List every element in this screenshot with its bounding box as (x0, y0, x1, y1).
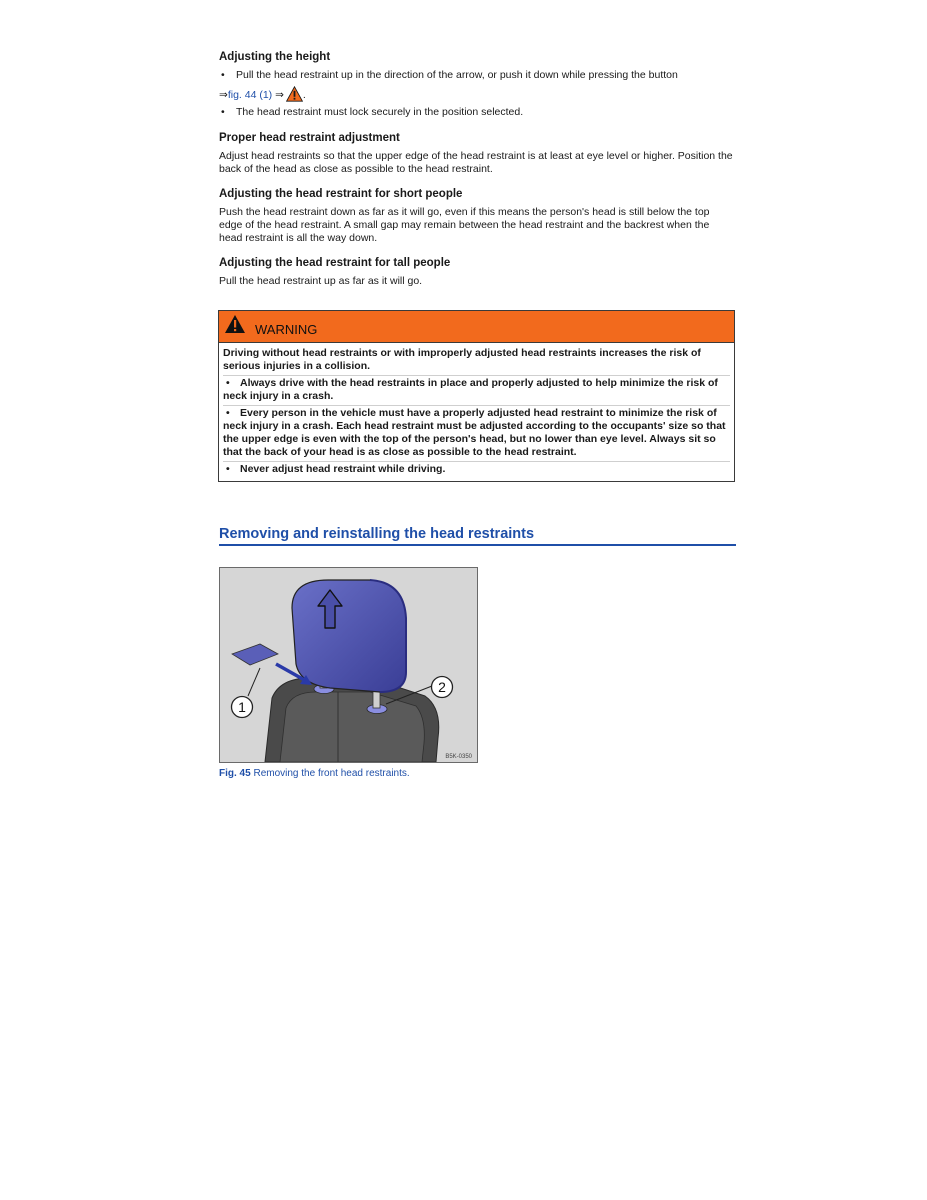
figure-caption (219, 768, 410, 779)
warning-item: • Never adjust head restraint while driving. (226, 463, 446, 475)
callout-1: 1 (238, 699, 246, 715)
warning-triangle-icon (224, 314, 246, 339)
heading-short-people: Adjusting the head restraint for short people (219, 188, 463, 200)
figure-cross-reference: ⇒ fig. 44 (1) ⇒ . (219, 86, 735, 102)
warning-item: • Always drive with the head restraints in place and properly adjusted to help minimize the risk of neck injury in a crash. (223, 376, 730, 406)
caption-text: Removing the front head restraints. (250, 768, 410, 779)
figure-link[interactable]: fig. 44 (1) (227, 89, 273, 101)
warning-body (219, 343, 734, 481)
list-item: • Pull the head restraint up in the direction of the arrow, or push it down while pressing the button (221, 69, 678, 81)
caption-label: Fig. 45 (219, 768, 251, 779)
warning-box (218, 310, 735, 482)
paragraph-tall: Pull the head restraint up as far as it will go. (219, 275, 423, 287)
warning-intro: Driving without head restraints or with improperly adjusted head restraints increases the risk of serious injuries in a collision. (223, 346, 730, 376)
figure-code: B5K-0350 (445, 754, 472, 760)
paragraph-proper: Adjust head restraints so that the upper edge of the head restraint is at least at eye level or higher. Position the back of the head as close as possible to the head restraint. (219, 150, 733, 175)
height-bullets-2 (219, 106, 735, 119)
section-heading: Removing and reinstalling the head restraints (219, 526, 736, 546)
heading-proper-adjustment: Proper head restraint adjustment (219, 132, 400, 144)
height-bullets (219, 69, 735, 82)
list-item: • The head restraint must lock securely in the position selected. (221, 106, 524, 118)
warning-header (219, 311, 734, 343)
main-content (219, 50, 735, 297)
warning-triangle-icon[interactable] (286, 86, 303, 102)
callout-2: 2 (438, 679, 446, 695)
heading-adjusting-height: Adjusting the height (219, 51, 331, 63)
warning-title: WARNING (255, 321, 318, 337)
paragraph-short: Push the head restraint down as far as it will go, even if this means the person's head is still below the top edge of the head restraint. A small gap may remain between the head restraint and the backrest when the head restraint is all the way down. (219, 206, 710, 244)
heading-tall-people: Adjusting the head restraint for tall people (219, 257, 451, 269)
figure-head-restraint (219, 567, 478, 763)
warning-item: • Every person in the vehicle must have a properly adjusted head restraint to minimize the risk of neck injury in a crash. Each head restraint must be adjusted according to the occupants' size so that the upper edge is even with the top of the person's head, but no lower than eye level. Always sit so that the back of your head is as close as possible to the head restraint. (223, 406, 730, 462)
